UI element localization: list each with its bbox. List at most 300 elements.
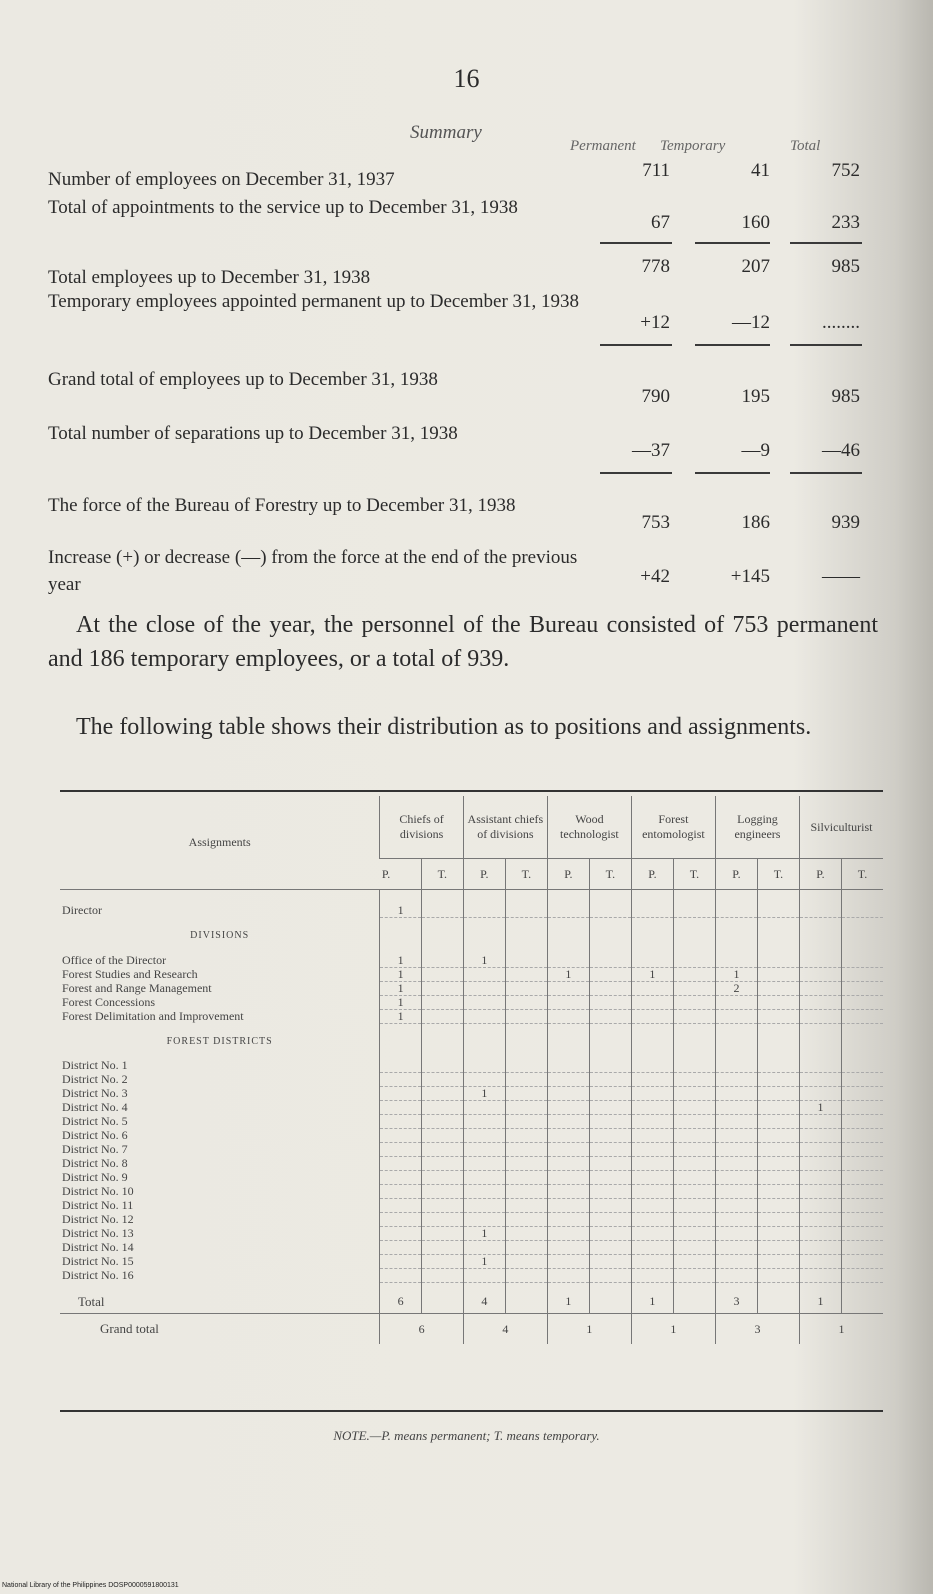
cell-value	[547, 1227, 589, 1241]
cell-value	[421, 1157, 463, 1171]
sum-rule	[695, 344, 770, 346]
sub-header: P.	[631, 859, 673, 890]
summary-value: 939	[831, 512, 860, 533]
table-row	[60, 995, 883, 1009]
cell-value: 1	[631, 1289, 673, 1314]
cell-value	[505, 1269, 547, 1283]
cell-value	[799, 1213, 841, 1227]
cell-value	[589, 967, 631, 981]
row-label: District No. 8	[62, 1156, 128, 1170]
summary-value: —9	[741, 440, 770, 461]
cell-value	[673, 1115, 715, 1129]
cell-value	[841, 904, 883, 918]
summary-title: Summary	[410, 122, 482, 143]
row-label: Forest Concessions	[62, 994, 155, 1009]
cell-value	[463, 1213, 505, 1227]
cell-value	[547, 1171, 589, 1185]
cell-value	[715, 1115, 757, 1129]
cell-value	[631, 1171, 673, 1185]
cell-value	[380, 1227, 421, 1241]
sub-header: T.	[673, 859, 715, 890]
table-row	[60, 1269, 883, 1283]
cell-value	[421, 1129, 463, 1143]
cell-value	[631, 1227, 673, 1241]
cell-value	[715, 1129, 757, 1143]
row-label: District No. 14	[62, 1240, 134, 1254]
row-label: Forest Delimitation and Improvement	[62, 1008, 244, 1023]
cell-value	[421, 1227, 463, 1241]
cell-value	[841, 1115, 883, 1129]
summary-value: 207	[741, 256, 770, 277]
cell-value	[757, 995, 799, 1009]
cell-value	[715, 1213, 757, 1227]
cell-value	[841, 1129, 883, 1143]
cell-value	[757, 1059, 799, 1073]
summary-value: ........	[822, 312, 860, 333]
cell-value	[799, 1087, 841, 1101]
cell-value	[547, 995, 589, 1009]
cell-value	[505, 1227, 547, 1241]
cell-value	[631, 904, 673, 918]
cell-value	[589, 1101, 631, 1115]
cell-value	[505, 1073, 547, 1087]
cell-value: 1	[380, 904, 421, 918]
grand-total-value: 4	[463, 1314, 547, 1345]
cell-value	[673, 1289, 715, 1314]
cell-value	[380, 1255, 421, 1269]
cell-value	[589, 1199, 631, 1213]
cell-value	[799, 1115, 841, 1129]
cell-value: 1	[799, 1101, 841, 1115]
summary-value: 160	[741, 212, 770, 233]
cell-value: 1	[463, 1087, 505, 1101]
cell-value	[631, 1241, 673, 1255]
cell-value	[547, 1213, 589, 1227]
summary-value: 752	[831, 160, 860, 181]
cell-value	[673, 967, 715, 981]
cell-value	[589, 981, 631, 995]
cell-value	[421, 1009, 463, 1023]
col-head-total: Total	[790, 138, 821, 154]
cell-value	[505, 1009, 547, 1023]
col-head-temporary: Temporary	[660, 138, 726, 154]
table-row	[60, 954, 883, 968]
cell-value	[715, 1073, 757, 1087]
cell-value	[673, 1241, 715, 1255]
table-row	[60, 1009, 883, 1023]
cell-value	[505, 1185, 547, 1199]
summary-value: 67	[651, 212, 670, 233]
row-label: Forest Studies and Research	[62, 966, 198, 981]
cell-value: 1	[547, 1289, 589, 1314]
cell-value	[421, 1269, 463, 1283]
sum-rule	[695, 472, 770, 474]
cell-value	[757, 1101, 799, 1115]
cell-value	[799, 904, 841, 918]
table-row	[60, 1143, 883, 1157]
cell-value	[799, 1009, 841, 1023]
cell-value	[757, 904, 799, 918]
cell-value	[421, 1289, 463, 1314]
grand-total-label: Grand total	[100, 1321, 159, 1336]
cell-value: 1	[463, 954, 505, 968]
cell-value	[547, 1269, 589, 1283]
cell-value	[505, 1101, 547, 1115]
cell-value	[841, 1199, 883, 1213]
cell-value	[841, 1101, 883, 1115]
row-label: Office of the Director	[62, 952, 167, 967]
assignments-header: Assignments	[60, 796, 380, 890]
cell-value	[505, 981, 547, 995]
summary-value: +42	[640, 566, 670, 587]
row-label: District No. 5	[62, 1114, 128, 1128]
row-label: Forest and Range Management	[62, 980, 212, 995]
cell-value	[757, 1227, 799, 1241]
cell-value	[505, 1087, 547, 1101]
cell-value	[505, 1059, 547, 1073]
cell-value	[547, 1101, 589, 1115]
table-row	[60, 1227, 883, 1241]
cell-value	[799, 1269, 841, 1283]
row-label: District No. 4	[62, 1100, 128, 1114]
cell-value	[799, 1241, 841, 1255]
cell-value	[841, 1087, 883, 1101]
summary-value: ——	[822, 566, 860, 587]
table-bottom-rule	[60, 1410, 883, 1412]
cell-value	[589, 1213, 631, 1227]
cell-value	[589, 995, 631, 1009]
table-row	[60, 1255, 883, 1269]
cell-value	[799, 1073, 841, 1087]
cell-value	[463, 1241, 505, 1255]
sub-header: P.	[463, 859, 505, 890]
cell-value	[799, 1143, 841, 1157]
cell-value	[589, 1255, 631, 1269]
cell-value	[421, 1115, 463, 1129]
cell-value	[380, 1157, 421, 1171]
sub-header: P.	[547, 859, 589, 890]
cell-value	[715, 1087, 757, 1101]
paragraph: The following table shows their distribution as to positions and assignments.	[76, 714, 812, 740]
cell-value	[547, 981, 589, 995]
cell-value	[715, 1199, 757, 1213]
summary-value: 790	[641, 386, 670, 407]
cell-value	[715, 1009, 757, 1023]
cell-value	[757, 1129, 799, 1143]
sum-rule	[600, 242, 672, 244]
cell-value	[673, 1171, 715, 1185]
cell-value	[757, 1143, 799, 1157]
cell-value	[463, 981, 505, 995]
cell-value	[547, 1255, 589, 1269]
summary-value: 233	[831, 212, 860, 233]
cell-value	[505, 1129, 547, 1143]
table-row	[60, 1087, 883, 1101]
cell-value	[463, 1143, 505, 1157]
cell-value	[547, 904, 589, 918]
cell-value	[757, 1087, 799, 1101]
summary-row-label: Temporary employees appointed permanent up to December 31, 1938	[48, 291, 580, 312]
cell-value	[841, 1289, 883, 1314]
cell-value	[841, 1227, 883, 1241]
summary-value: 195	[741, 386, 770, 407]
cell-value	[841, 1241, 883, 1255]
cell-value: 2	[715, 981, 757, 995]
cell-value	[547, 1087, 589, 1101]
table-row	[60, 981, 883, 995]
cell-value	[380, 1143, 421, 1157]
cell-value: 6	[380, 1289, 421, 1314]
section-heading: FOREST DISTRICTS	[166, 1035, 273, 1047]
cell-value	[631, 1009, 673, 1023]
cell-value: 1	[631, 967, 673, 981]
summary-row-label: Total employees up to December 31, 1938	[48, 267, 371, 288]
cell-value	[715, 904, 757, 918]
cell-value	[841, 1157, 883, 1171]
group-header: Wood technologist	[547, 796, 631, 859]
cell-value	[841, 954, 883, 968]
cell-value	[589, 1115, 631, 1129]
grand-total-value: 1	[799, 1314, 883, 1345]
cell-value	[631, 1199, 673, 1213]
cell-value	[547, 1059, 589, 1073]
row-label: District No. 6	[62, 1128, 128, 1142]
cell-value	[841, 1059, 883, 1073]
cell-value	[673, 954, 715, 968]
cell-value	[421, 1199, 463, 1213]
cell-value	[841, 1185, 883, 1199]
cell-value	[421, 904, 463, 918]
cell-value	[673, 1269, 715, 1283]
group-header: Assistant chiefs of divisions	[463, 796, 547, 859]
cell-value	[673, 1009, 715, 1023]
cell-value	[715, 1101, 757, 1115]
cell-value	[631, 954, 673, 968]
cell-value	[421, 954, 463, 968]
grand-total-value: 6	[380, 1314, 464, 1345]
cell-value	[715, 1157, 757, 1171]
row-label: District No. 11	[62, 1198, 134, 1212]
cell-value	[505, 1171, 547, 1185]
cell-value	[799, 1199, 841, 1213]
cell-value	[463, 1115, 505, 1129]
row-label: District No. 7	[62, 1142, 128, 1156]
cell-value	[631, 1059, 673, 1073]
cell-value	[380, 1087, 421, 1101]
cell-value: 1	[380, 995, 421, 1009]
row-label: Director	[62, 903, 102, 918]
cell-value	[505, 1115, 547, 1129]
cell-value	[421, 1073, 463, 1087]
cell-value	[589, 1289, 631, 1314]
cell-value	[589, 1059, 631, 1073]
cell-value	[799, 967, 841, 981]
cell-value	[757, 1289, 799, 1314]
cell-value	[589, 1009, 631, 1023]
cell-value	[505, 954, 547, 968]
section-heading: DIVISIONS	[190, 930, 250, 941]
cell-value: 4	[463, 1289, 505, 1314]
cell-value	[505, 1255, 547, 1269]
sum-rule	[790, 472, 862, 474]
cell-value	[547, 954, 589, 968]
cell-value	[547, 1199, 589, 1213]
cell-value	[547, 1073, 589, 1087]
cell-value	[380, 1059, 421, 1073]
cell-value	[380, 1199, 421, 1213]
cell-value	[505, 1143, 547, 1157]
cell-value	[589, 904, 631, 918]
cell-value	[421, 1143, 463, 1157]
cell-value	[631, 995, 673, 1009]
table-row	[60, 1241, 883, 1255]
cell-value	[505, 1241, 547, 1255]
cell-value	[799, 1059, 841, 1073]
cell-value	[589, 1171, 631, 1185]
grand-total-value: 1	[631, 1314, 715, 1345]
cell-value	[589, 1157, 631, 1171]
cell-value	[757, 1241, 799, 1255]
table-row	[60, 1059, 883, 1073]
cell-value	[505, 1213, 547, 1227]
cell-value	[589, 954, 631, 968]
table-row	[60, 904, 883, 918]
cell-value	[841, 967, 883, 981]
cell-value	[757, 1185, 799, 1199]
cell-value	[421, 1087, 463, 1101]
sub-header: P.	[715, 859, 757, 890]
sum-rule	[600, 344, 672, 346]
distribution-table	[60, 796, 883, 1344]
cell-value	[380, 1129, 421, 1143]
group-header: Forest entomologist	[631, 796, 715, 859]
sub-header: P.	[799, 859, 841, 890]
cell-value	[589, 1129, 631, 1143]
section-heading-row	[60, 918, 883, 954]
row-label: District No. 9	[62, 1170, 128, 1184]
paragraph: At the close of the year, the personnel of the Bureau consisted of 753 permanent and 186 temporary employees, or a total of 939.	[48, 612, 878, 672]
cell-value	[631, 1185, 673, 1199]
cell-value	[421, 1059, 463, 1073]
summary-row-label: Total number of separations up to December 31, 1938	[48, 423, 458, 444]
cell-value: 1	[380, 967, 421, 981]
row-label: District No. 1	[62, 1058, 128, 1073]
cell-value	[505, 904, 547, 918]
table-row	[60, 1213, 883, 1227]
cell-value	[799, 1157, 841, 1171]
cell-value	[757, 1157, 799, 1171]
cell-value	[463, 967, 505, 981]
cell-value: 3	[715, 1289, 757, 1314]
cell-value	[673, 1255, 715, 1269]
summary-value: 985	[831, 386, 860, 407]
cell-value	[673, 1199, 715, 1213]
cell-value	[757, 981, 799, 995]
cell-value: 1	[380, 981, 421, 995]
table-row	[60, 967, 883, 981]
cell-value	[505, 995, 547, 1009]
row-label: District No. 12	[62, 1212, 134, 1226]
cell-value	[589, 1185, 631, 1199]
summary-row-label: Total of appointments to the service up to December 31, 1938	[48, 197, 518, 218]
summary-value: +12	[640, 312, 670, 333]
cell-value	[841, 1143, 883, 1157]
cell-value	[673, 981, 715, 995]
cell-value	[547, 1185, 589, 1199]
cell-value	[673, 1157, 715, 1171]
cell-value	[799, 1129, 841, 1143]
cell-value	[841, 1213, 883, 1227]
cell-value	[715, 1241, 757, 1255]
cell-value	[757, 1255, 799, 1269]
cell-value	[631, 1101, 673, 1115]
cell-value	[380, 1101, 421, 1115]
cell-value	[463, 1185, 505, 1199]
cell-value: 1	[547, 967, 589, 981]
cell-value: 1	[463, 1227, 505, 1241]
cell-value	[799, 1227, 841, 1241]
cell-value	[547, 1241, 589, 1255]
group-header: Silviculturist	[799, 796, 883, 859]
sum-rule	[790, 344, 862, 346]
table-top-rule	[60, 790, 883, 792]
cell-value	[757, 1171, 799, 1185]
table-row	[60, 1171, 883, 1185]
row-label: Total	[78, 1293, 105, 1309]
cell-value	[463, 995, 505, 1009]
sub-header: T.	[841, 859, 883, 890]
cell-value	[505, 1199, 547, 1213]
summary-value: —46	[822, 440, 860, 461]
cell-value	[757, 1009, 799, 1023]
cell-value	[841, 1009, 883, 1023]
cell-value	[673, 904, 715, 918]
cell-value	[799, 1255, 841, 1269]
cell-value	[631, 1255, 673, 1269]
cell-value	[631, 1269, 673, 1283]
cell-value	[757, 1213, 799, 1227]
cell-value	[673, 1101, 715, 1115]
cell-value	[841, 1269, 883, 1283]
cell-value	[757, 967, 799, 981]
cell-value: 1	[799, 1289, 841, 1314]
cell-value	[757, 1073, 799, 1087]
cell-value	[757, 1115, 799, 1129]
cell-value	[673, 1087, 715, 1101]
row-label: District No. 3	[62, 1086, 128, 1100]
sub-header: T.	[421, 859, 463, 890]
summary-row-label: The force of the Bureau of Forestry up to December 31, 1938	[48, 495, 516, 516]
cell-value	[715, 1227, 757, 1241]
cell-value	[799, 1171, 841, 1185]
cell-value	[631, 1157, 673, 1171]
table-row	[60, 1199, 883, 1213]
cell-value	[715, 1059, 757, 1073]
cell-value	[380, 1185, 421, 1199]
cell-value	[673, 1059, 715, 1073]
grand-total-row	[60, 1314, 883, 1345]
cell-value	[841, 1073, 883, 1087]
cell-value	[757, 1199, 799, 1213]
cell-value: 1	[463, 1255, 505, 1269]
summary-value: —37	[632, 440, 670, 461]
cell-value	[380, 1269, 421, 1283]
cell-value	[589, 1087, 631, 1101]
cell-value	[589, 1143, 631, 1157]
cell-value	[547, 1115, 589, 1129]
cell-value	[631, 1115, 673, 1129]
cell-value	[505, 1157, 547, 1171]
